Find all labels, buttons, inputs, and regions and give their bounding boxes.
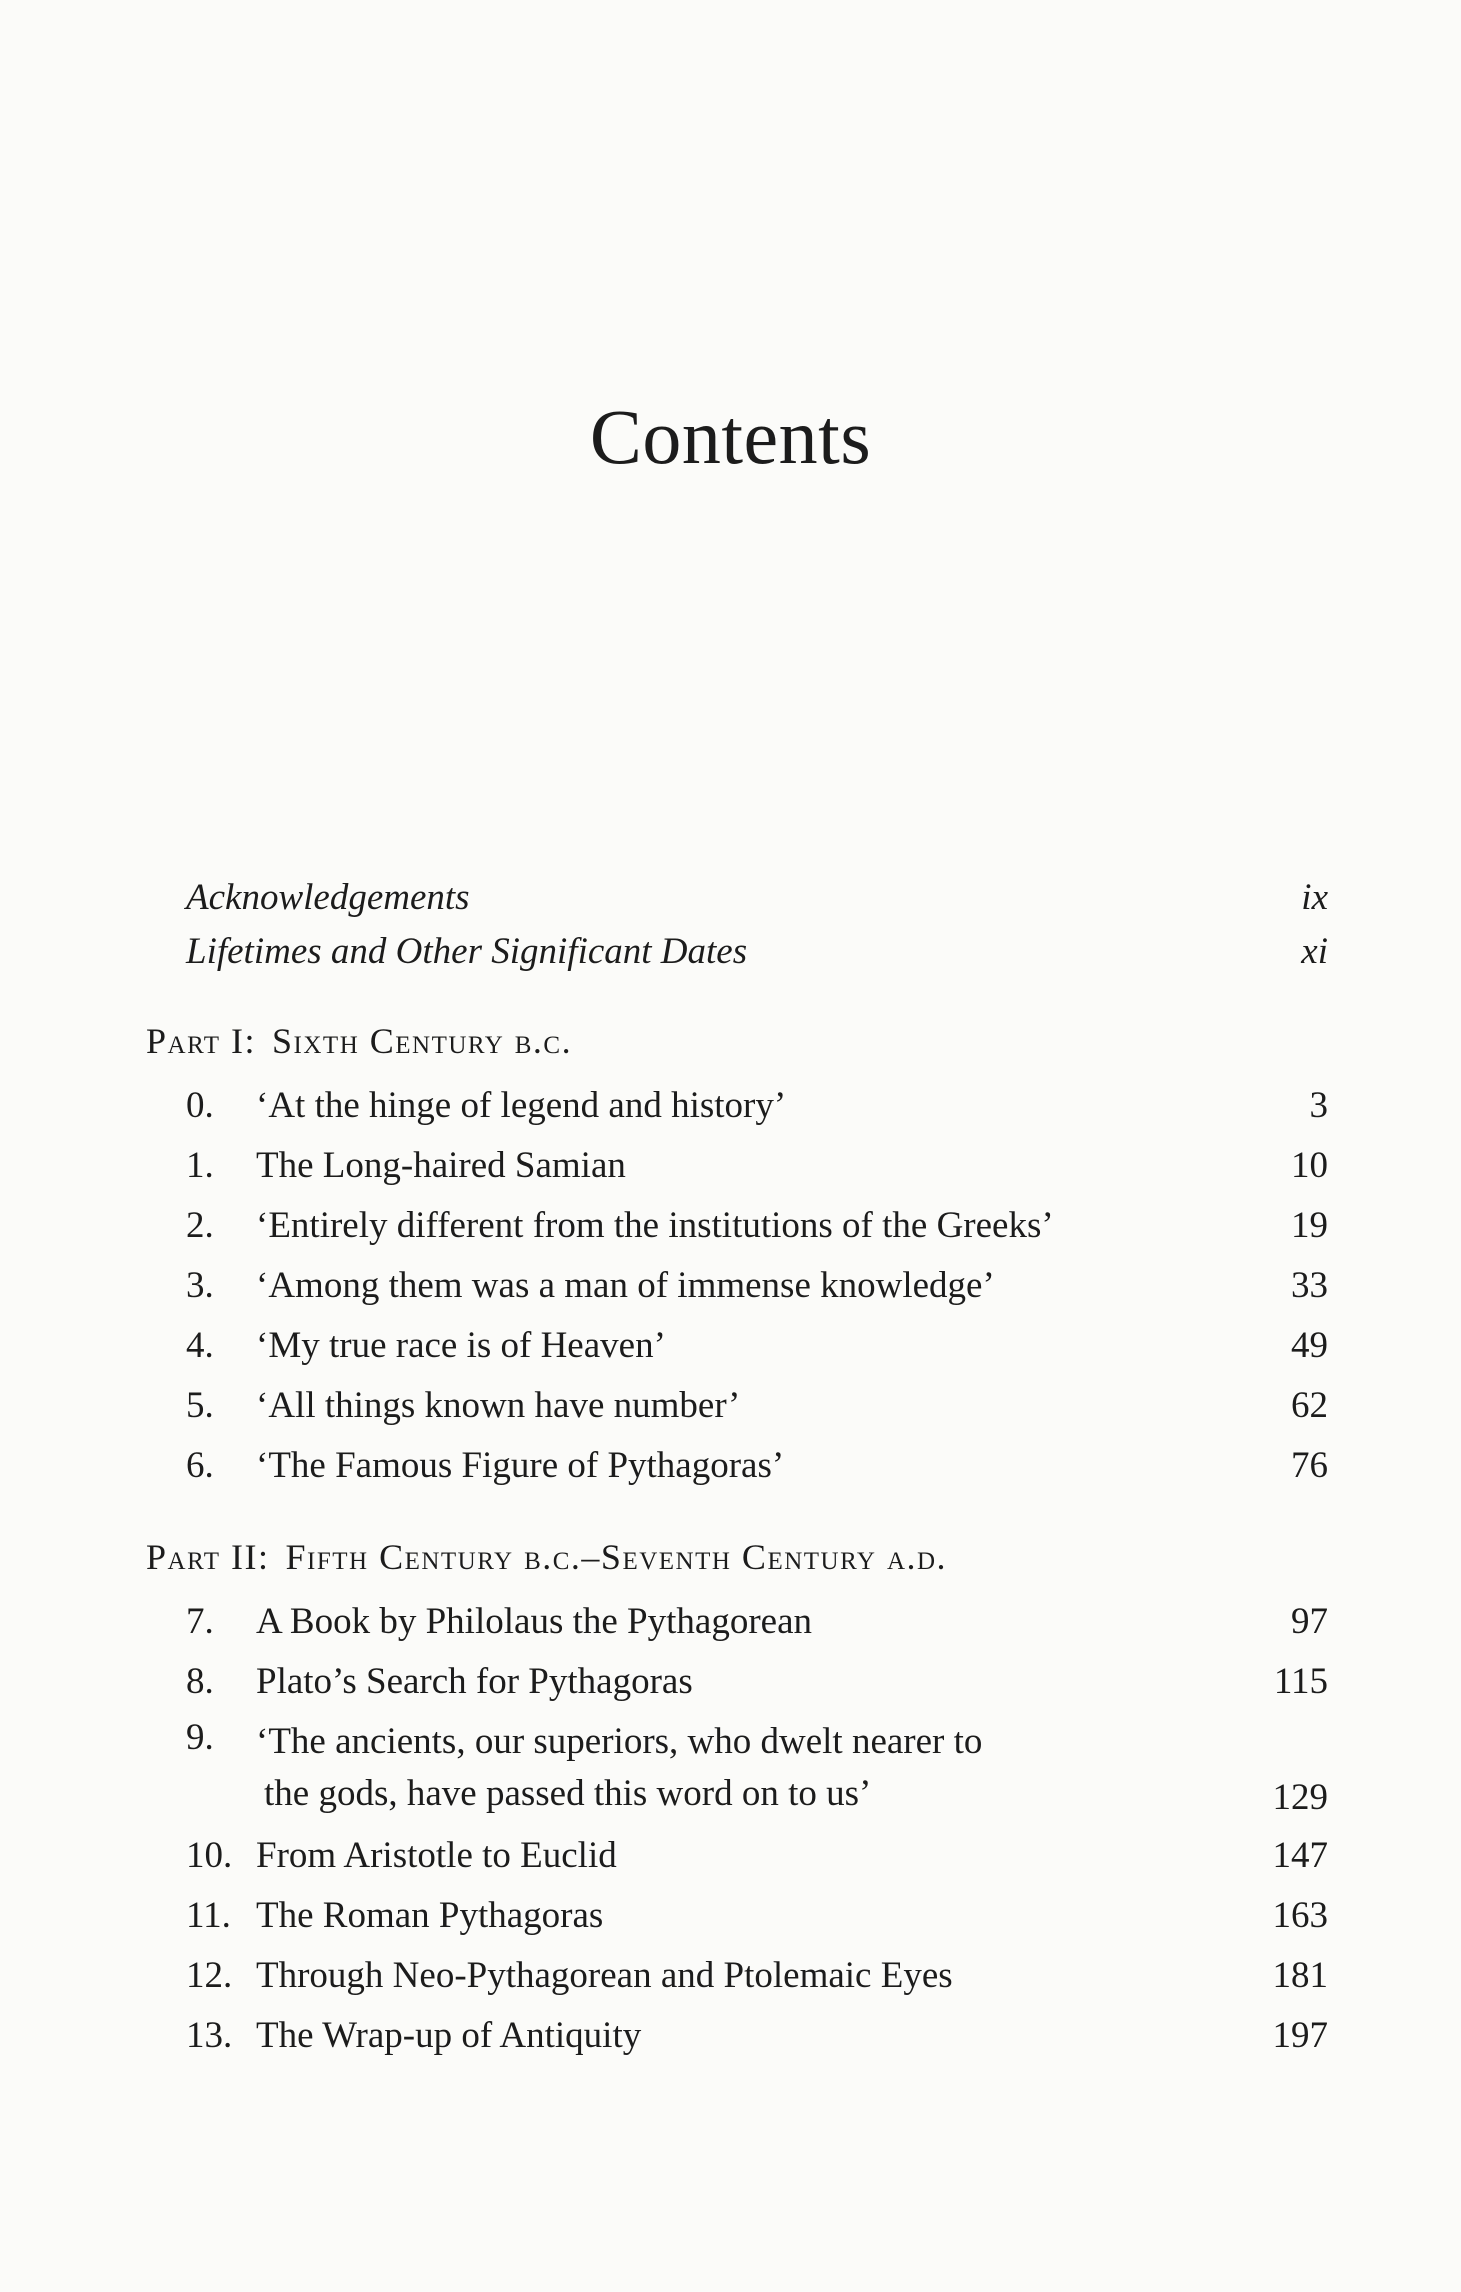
chapter-number: 1.	[186, 1145, 214, 1186]
chapter-number: 3.	[186, 1265, 214, 1306]
chapter-number: 4.	[186, 1325, 214, 1366]
toc-chapter-4[interactable]	[146, 1320, 1328, 1380]
chapter-title: ‘Among them was a man of immense knowledge’	[256, 1265, 995, 1306]
chapter-page: 10	[1291, 1145, 1328, 1186]
chapter-title-line-2: the gods, have passed this word on to us’	[264, 1773, 872, 1814]
chapter-page: 97	[1291, 1601, 1328, 1642]
chapter-number: 2.	[186, 1205, 214, 1246]
chapter-number: 10.	[186, 1835, 233, 1876]
chapter-page: 129	[1272, 1777, 1328, 1818]
toc-chapter-12[interactable]	[146, 1950, 1328, 2010]
toc-entry-page: ix	[1301, 877, 1328, 918]
table-of-contents	[146, 876, 1328, 2070]
chapter-title: ‘At the hinge of legend and history’	[256, 1085, 787, 1126]
chapter-number: 12.	[186, 1955, 233, 1996]
chapter-number: 8.	[186, 1661, 214, 1702]
chapter-title: The Roman Pythagoras	[256, 1895, 604, 1936]
toc-chapter-3[interactable]	[146, 1260, 1328, 1320]
chapter-page: 147	[1272, 1835, 1328, 1876]
chapter-page: 115	[1273, 1661, 1328, 1702]
toc-chapter-1[interactable]	[146, 1140, 1328, 1200]
toc-chapter-13[interactable]	[146, 2010, 1328, 2070]
chapter-number: 6.	[186, 1445, 214, 1486]
toc-entry-page: xi	[1301, 931, 1328, 972]
toc-chapter-7[interactable]	[146, 1596, 1328, 1656]
part-title: Fifth Century b.c.–Seventh Century a.d.	[285, 1537, 948, 1577]
chapter-title: Through Neo-Pythagorean and Ptolemaic Eyes	[256, 1955, 953, 1996]
chapter-title: ‘Entirely different from the institutions of the Greeks’	[256, 1205, 1054, 1246]
toc-chapter-9[interactable]	[146, 1716, 1328, 1830]
chapter-title: ‘All things known have number’	[256, 1385, 741, 1426]
chapter-title	[256, 1716, 1268, 1820]
chapter-title: The Wrap-up of Antiquity	[256, 2015, 642, 2056]
chapter-number: 7.	[186, 1601, 214, 1642]
chapter-title: From Aristotle to Euclid	[256, 1835, 617, 1876]
chapter-number: 13.	[186, 2015, 233, 2056]
part-heading-2	[146, 1536, 1328, 1596]
chapter-page: 62	[1291, 1385, 1328, 1426]
toc-entry-acknowledgements[interactable]	[146, 876, 1328, 930]
part-label: Part II:	[146, 1537, 270, 1577]
chapter-page: 197	[1272, 2015, 1328, 2056]
chapter-title-line-1: ‘The ancients, our superiors, who dwelt nearer to	[256, 1721, 983, 1762]
chapter-number: 5.	[186, 1385, 214, 1426]
chapter-number: 11.	[186, 1895, 231, 1936]
part-label: Part I:	[146, 1021, 257, 1061]
page-title: Contents	[589, 393, 872, 480]
chapter-title: A Book by Philolaus the Pythagorean	[256, 1601, 812, 1642]
toc-entry-title: Lifetimes and Other Significant Dates	[186, 931, 748, 972]
toc-entry-title: Acknowledgements	[186, 877, 470, 918]
toc-chapter-5[interactable]	[146, 1380, 1328, 1440]
chapter-title: ‘The Famous Figure of Pythagoras’	[256, 1445, 785, 1486]
toc-chapter-8[interactable]	[146, 1656, 1328, 1716]
chapter-number: 0.	[186, 1085, 214, 1126]
toc-chapter-6[interactable]	[146, 1440, 1328, 1500]
chapter-title: The Long-haired Samian	[256, 1145, 626, 1186]
chapter-page: 181	[1272, 1955, 1328, 1996]
toc-chapter-11[interactable]	[146, 1890, 1328, 1950]
chapter-page: 33	[1291, 1265, 1328, 1306]
chapter-page: 49	[1291, 1325, 1328, 1366]
toc-chapter-10[interactable]	[146, 1830, 1328, 1890]
chapter-page: 76	[1291, 1445, 1328, 1486]
toc-entry-lifetimes[interactable]	[146, 930, 1328, 984]
toc-chapter-0[interactable]	[146, 1080, 1328, 1140]
chapter-page: 163	[1272, 1895, 1328, 1936]
section-spacer	[146, 1500, 1328, 1526]
chapter-number: 9.	[186, 1717, 214, 1758]
chapter-title: ‘My true race is of Heaven’	[256, 1325, 666, 1366]
chapter-page: 3	[1309, 1085, 1328, 1126]
part-heading-1	[146, 1020, 1328, 1080]
toc-chapter-2[interactable]	[146, 1200, 1328, 1260]
chapter-page: 19	[1291, 1205, 1328, 1246]
part-title: Sixth Century b.c.	[272, 1021, 573, 1061]
chapter-title: Plato’s Search for Pythagoras	[256, 1661, 693, 1702]
